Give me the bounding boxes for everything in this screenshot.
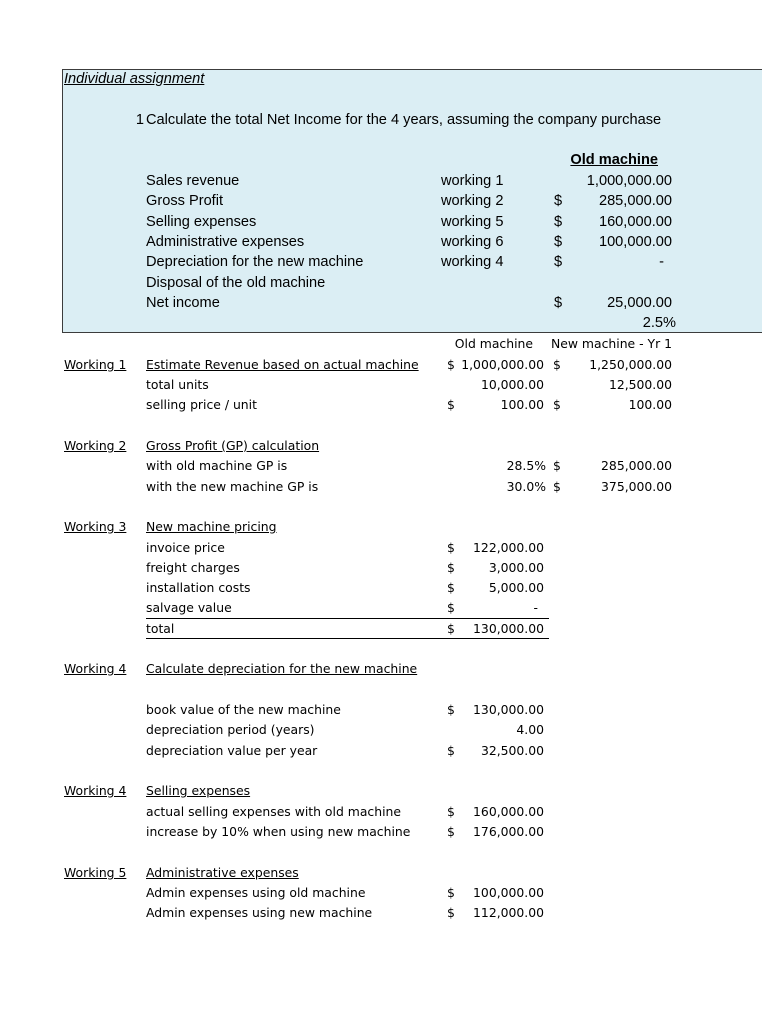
summary-label[interactable]: Administrative expenses bbox=[146, 234, 305, 250]
currency-symbol[interactable]: $ bbox=[447, 397, 455, 412]
row-label[interactable]: Admin expenses using new machine bbox=[146, 905, 373, 920]
summary-label[interactable]: Disposal of the old machine bbox=[146, 275, 326, 291]
row-label[interactable]: total units bbox=[146, 377, 209, 392]
value-old[interactable]: 10,000.00 bbox=[480, 377, 544, 392]
summary-label[interactable]: Gross Profit bbox=[146, 193, 224, 209]
summary-value[interactable]: - bbox=[659, 254, 664, 270]
row-label[interactable]: selling price / unit bbox=[146, 397, 257, 412]
currency-symbol[interactable]: $ bbox=[447, 580, 455, 595]
row-label[interactable]: invoice price bbox=[146, 540, 225, 555]
value-old[interactable]: 100.00 bbox=[500, 397, 544, 412]
working-tag[interactable]: Working 5 bbox=[64, 865, 127, 880]
summary-ref[interactable]: working 4 bbox=[441, 254, 504, 270]
value-new[interactable]: 100.00 bbox=[628, 397, 672, 412]
currency-symbol[interactable]: $ bbox=[447, 804, 455, 819]
currency-symbol[interactable]: $ bbox=[553, 458, 561, 473]
value-old[interactable]: 112,000.00 bbox=[473, 905, 544, 920]
question-number[interactable]: 1 bbox=[135, 112, 144, 128]
summary-ref[interactable]: working 5 bbox=[441, 214, 504, 230]
currency-symbol[interactable]: $ bbox=[447, 702, 455, 717]
currency-symbol[interactable]: $ bbox=[447, 540, 455, 555]
value-old[interactable]: 176,000.00 bbox=[473, 824, 544, 839]
working-tag[interactable]: Working 1 bbox=[64, 357, 127, 372]
value-new[interactable]: 12,500.00 bbox=[608, 377, 672, 392]
value-old[interactable]: 32,500.00 bbox=[480, 743, 544, 758]
row-label[interactable]: actual selling expenses with old machine bbox=[146, 804, 402, 819]
working-tag[interactable]: Working 2 bbox=[64, 438, 127, 453]
value-old[interactable]: 1,000,000.00 bbox=[461, 357, 544, 372]
currency-symbol[interactable]: $ bbox=[447, 621, 455, 636]
header-column-old-machine[interactable]: Old machine bbox=[570, 152, 658, 168]
summary-value[interactable]: 285,000.00 bbox=[598, 193, 672, 209]
currency-symbol[interactable]: $ bbox=[553, 397, 561, 412]
value-old[interactable]: 30.0% bbox=[506, 479, 546, 494]
currency-symbol[interactable]: $ bbox=[447, 885, 455, 900]
summary-value[interactable]: 160,000.00 bbox=[598, 214, 672, 230]
currency-symbol[interactable]: $ bbox=[553, 479, 561, 494]
row-label[interactable]: installation costs bbox=[146, 580, 251, 595]
row-label[interactable]: freight charges bbox=[146, 560, 240, 575]
row-label[interactable]: total bbox=[146, 621, 175, 636]
value-new[interactable]: 1,250,000.00 bbox=[589, 357, 672, 372]
summary-currency[interactable]: $ bbox=[554, 214, 563, 230]
summary-ref[interactable]: working 1 bbox=[441, 173, 504, 189]
net-income-percent[interactable]: 2.5% bbox=[642, 315, 676, 331]
value-old[interactable]: 122,000.00 bbox=[473, 540, 544, 555]
value-old[interactable]: 3,000.00 bbox=[488, 560, 544, 575]
question-text[interactable]: Calculate the total Net Income for the 4 years, assuming the company purchase bbox=[146, 112, 662, 128]
column-header-old-machine[interactable]: Old machine bbox=[454, 336, 533, 351]
summary-value[interactable]: 25,000.00 bbox=[607, 295, 672, 311]
working-title[interactable]: Gross Profit (GP) calculation bbox=[146, 438, 320, 453]
currency-symbol[interactable]: $ bbox=[447, 560, 455, 575]
row-label[interactable]: with the new machine GP is bbox=[146, 479, 319, 494]
value-new[interactable]: 285,000.00 bbox=[601, 458, 672, 473]
summary-currency[interactable]: $ bbox=[554, 234, 563, 250]
summary-label[interactable]: Net income bbox=[146, 295, 220, 311]
assignment-title[interactable]: Individual assignment bbox=[64, 71, 205, 87]
summary-currency[interactable]: $ bbox=[554, 193, 563, 209]
value-old[interactable]: 130,000.00 bbox=[473, 621, 544, 636]
row-label[interactable]: salvage value bbox=[146, 600, 232, 615]
value-old[interactable]: 130,000.00 bbox=[473, 702, 544, 717]
working-title[interactable]: Estimate Revenue based on actual machine bbox=[146, 357, 419, 372]
currency-symbol[interactable]: $ bbox=[447, 357, 455, 372]
total-rule-bottom bbox=[146, 638, 549, 639]
value-old[interactable]: 5,000.00 bbox=[488, 580, 544, 595]
summary-value[interactable]: 100,000.00 bbox=[598, 234, 672, 250]
currency-symbol[interactable]: $ bbox=[447, 743, 455, 758]
summary-ref[interactable]: working 6 bbox=[441, 234, 504, 250]
total-rule-top bbox=[146, 618, 549, 619]
row-label[interactable]: increase by 10% when using new machine bbox=[146, 824, 411, 839]
column-header-new-machine[interactable]: New machine - Yr 1 bbox=[550, 336, 672, 351]
row-label[interactable]: depreciation value per year bbox=[146, 743, 318, 758]
working-tag[interactable]: Working 4 bbox=[64, 661, 127, 676]
row-label[interactable]: depreciation period (years) bbox=[146, 722, 315, 737]
value-old[interactable]: 4.00 bbox=[516, 722, 544, 737]
row-label[interactable]: with old machine GP is bbox=[146, 458, 288, 473]
working-tag[interactable]: Working 3 bbox=[64, 519, 127, 534]
summary-label[interactable]: Depreciation for the new machine bbox=[146, 254, 364, 270]
summary-value[interactable]: 1,000,000.00 bbox=[586, 173, 672, 189]
currency-symbol[interactable]: $ bbox=[447, 600, 455, 615]
row-label[interactable]: Admin expenses using old machine bbox=[146, 885, 366, 900]
currency-symbol[interactable]: $ bbox=[553, 357, 561, 372]
value-old[interactable]: 160,000.00 bbox=[473, 804, 544, 819]
summary-ref[interactable]: working 2 bbox=[441, 193, 504, 209]
working-title[interactable]: New machine pricing bbox=[146, 519, 277, 534]
value-old[interactable]: 100,000.00 bbox=[473, 885, 544, 900]
summary-currency[interactable]: $ bbox=[554, 295, 563, 311]
value-old[interactable]: 28.5% bbox=[506, 458, 546, 473]
value-old[interactable]: - bbox=[533, 600, 538, 615]
currency-symbol[interactable]: $ bbox=[447, 905, 455, 920]
value-new[interactable]: 375,000.00 bbox=[601, 479, 672, 494]
working-title[interactable]: Calculate depreciation for the new machine bbox=[146, 661, 418, 676]
row-label[interactable]: book value of the new machine bbox=[146, 702, 341, 717]
summary-label[interactable]: Sales revenue bbox=[146, 173, 240, 189]
working-title[interactable]: Selling expenses bbox=[146, 783, 251, 798]
working-title[interactable]: Administrative expenses bbox=[146, 865, 299, 880]
summary-label[interactable]: Selling expenses bbox=[146, 214, 257, 230]
working-tag[interactable]: Working 4 bbox=[64, 783, 127, 798]
summary-currency[interactable]: $ bbox=[554, 254, 563, 270]
currency-symbol[interactable]: $ bbox=[447, 824, 455, 839]
